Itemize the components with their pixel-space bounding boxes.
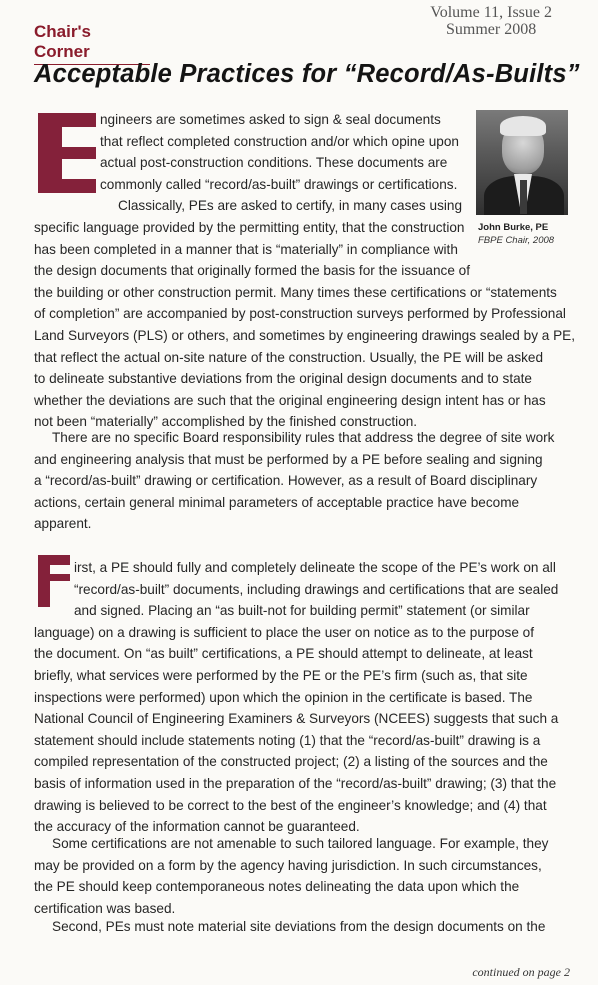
body-line: actual post-construction conditions. These documents are [100,155,448,171]
issue-info [430,4,552,38]
drop-cap-f [38,555,70,607]
body-line: basis of information used in the preparation of the “record/as-built” drawing; (3) that the [34,776,557,791]
author-role: FBPE Chair, 2008 [478,235,555,246]
body-line: the accuracy of the information cannot be guaranteed. [34,819,360,835]
body-line: briefly, what services were performed by the PE or the PE’s firm (such as, that site [34,668,528,683]
body-line: “record/as-built” documents, including drawings and certifications that are sealed [74,581,559,597]
body-line: that reflect the actual on-site nature of the construction. Usually, the PE will be asked [34,349,544,365]
author-photo [476,110,568,215]
volume-label: Volume 11, Issue 2 [430,4,552,21]
body-line: ngineers are sometimes asked to sign & seal documents [100,112,441,127]
body-line: certification was based. [34,900,176,916]
body-line: inspections were performed) upon which the opinion in the certificate is based. The [34,689,533,705]
article-title: Acceptable Practices for “Record/As-Builts” [34,60,580,88]
body-line: apparent. [34,516,92,532]
body-line: compiled representation of the constructed project; (2) a listing of the sources and the [34,754,548,770]
body-line: and engineering analysis that must be performed by a PE before sealing and signing [34,451,543,467]
author-name: John Burke, PE [478,222,549,233]
body-line: whether the deviations are such that the original engineering design intent has or has [34,392,546,408]
body-line: the design documents that originally formed the basis for the issuance of [34,263,471,279]
body-line: irst, a PE should fully and completely delineate the scope of the PE’s work on all [74,560,556,575]
body-line: may be provided on a form by the agency having jurisdiction. In such circumstances, [34,857,542,873]
body-line: language) on a drawing is sufficient to place the user on notice as to the purpose of [34,624,535,640]
body-line: to delineate substantive deviations from the original design documents and to state [34,371,532,387]
section-heading: Chair's Corner [34,22,150,65]
body-line: There are no specific Board responsibility rules that address the degree of site work [52,430,555,445]
body-line: statement should include statements noting (1) that the “record/as-built” drawing is a [34,732,541,748]
body-line: Some certifications are not amenable to such tailored language. For example, they [52,836,549,851]
body-line: not been “materially” accomplished by the finished construction. [34,414,418,430]
body-line: a “record/as-built” drawing or certification. However, as a result of Board disciplinary [34,473,538,489]
body-line: the document. On “as built” certifications, a PE should attempt to delineate, at least [34,646,533,662]
body-line: commonly called “record/as-built” drawings or certifications. [100,176,458,192]
drop-cap-e [38,113,96,193]
body-line: the PE should keep contemporaneous notes delineating the data upon which the [34,879,520,895]
body-line: has been completed in a manner that is “materially” in compliance with [34,241,458,257]
body-line: Classically, PEs are asked to certify, in many cases using [118,198,463,214]
body-line: actions, certain general minimal parameters of acceptable practice have become [34,494,520,510]
body-line: of completion” are accompanied by post-construction surveys performed by Professional [34,306,566,322]
continued-note: continued on page 2 [472,965,570,979]
body-line: that reflect completed construction and/or which opine upon [100,133,459,149]
body-line: the building or other construction permit. Many times these certifications or “statements [34,284,557,300]
body-line: drawing is believed to be correct to the best of the engineer’s knowledge; and (4) that [34,797,547,813]
body-line: Second, PEs must note material site deviations from the design documents on the [52,919,546,934]
body-line: National Council of Engineering Examiners & Surveyors (NCEES) suggests that such a [34,711,559,727]
body-line: and signed. Placing an “as built-not for building permit” statement (or similar [74,603,530,619]
issue-date: Summer 2008 [446,21,537,38]
body-line: specific language provided by the permitting entity, that the construction [34,220,465,235]
body-line: Land Surveyors (PLS) or others, and sometimes by engineering drawings sealed by a PE, [34,328,576,343]
